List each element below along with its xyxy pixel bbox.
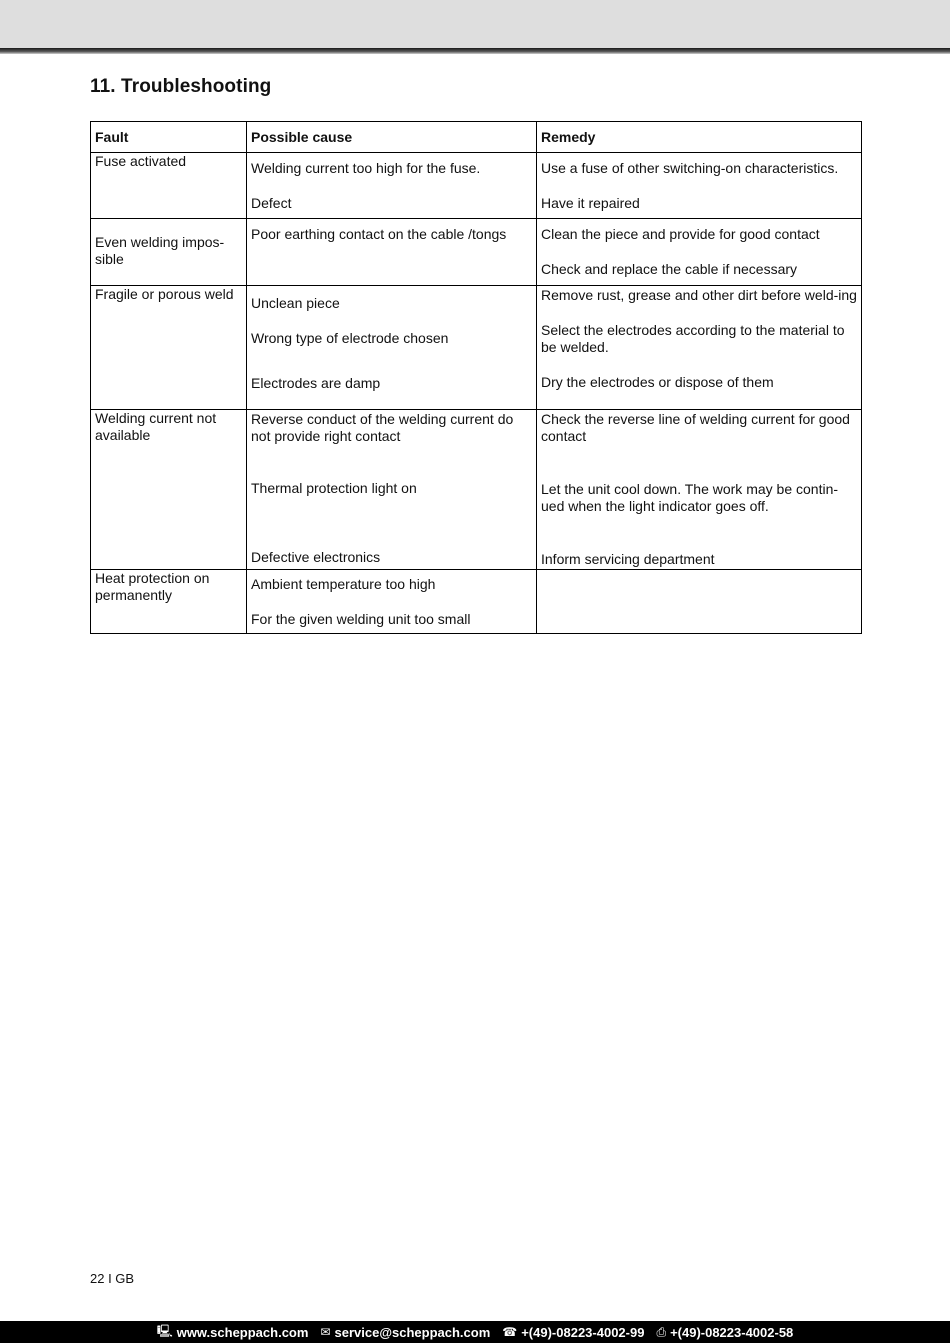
remedy-text: Check and replace the cable if necessary — [541, 261, 798, 277]
remedy-text: Use a fuse of other switching-on characteristics. — [541, 160, 839, 176]
cause-text: Poor earthing contact on the cable /tongs — [251, 226, 507, 242]
table-row — [91, 219, 862, 286]
contact-footer — [0, 1321, 950, 1343]
remedy-text: Clean the piece and provide for good contact — [541, 226, 820, 242]
cause-text: Ambient temperature too high — [251, 576, 436, 592]
remedy-text: Check the reverse line of welding current for good contact — [541, 411, 850, 444]
cause-text: Reverse conduct of the welding current do not provide right contact — [251, 411, 514, 444]
fault-cell — [91, 286, 247, 410]
footer-email[interactable] — [320, 1325, 490, 1340]
computer-icon: 🖳 — [156, 1323, 173, 1338]
cause-cell — [247, 286, 537, 410]
footer-website[interactable] — [157, 1322, 309, 1343]
cause-text: For the given welding unit too small — [251, 611, 471, 627]
mail-icon: ✉ — [320, 1325, 331, 1339]
cause-text: Electrodes are damp — [251, 375, 381, 391]
fault-cell — [91, 410, 247, 570]
fault-text: Fuse activated — [95, 153, 187, 169]
cause-text: Unclean piece — [251, 295, 340, 311]
remedy-cell — [537, 153, 862, 219]
cause-text: Defect — [251, 195, 292, 211]
fax-text: +(49)-08223-4002-58 — [670, 1324, 794, 1340]
table-row — [91, 410, 862, 570]
troubleshooting-table — [90, 121, 862, 634]
header-possible-cause: Possible cause — [247, 122, 537, 153]
fault-text: Even welding impos-sible — [95, 234, 225, 267]
header-shadow — [0, 48, 950, 54]
remedy-text: Remove rust, grease and other dirt before weld-ing — [541, 287, 857, 303]
cause-text: Welding current too high for the fuse. — [251, 160, 481, 176]
table-header-row — [91, 122, 862, 153]
table-row — [91, 153, 862, 219]
fault-cell — [91, 153, 247, 219]
remedy-text: Have it repaired — [541, 195, 640, 211]
footer-phone — [502, 1325, 644, 1340]
phone-icon: ☎ — [502, 1325, 518, 1339]
cause-text: Wrong type of electrode chosen — [251, 330, 449, 346]
remedy-cell — [537, 570, 862, 634]
fault-cell — [91, 570, 247, 634]
cause-text: Thermal protection light on — [251, 480, 417, 496]
cause-cell — [247, 219, 537, 286]
website-text: www.scheppach.com — [176, 1324, 309, 1340]
cause-cell — [247, 153, 537, 219]
fault-text: Heat protection on permanently — [95, 570, 210, 603]
remedy-cell — [537, 410, 862, 570]
section-title: 11. Troubleshooting — [90, 76, 272, 97]
remedy-cell — [537, 219, 862, 286]
cause-text: Defective electronics — [251, 549, 381, 565]
phone-text: +(49)-08223-4002-99 — [521, 1324, 645, 1340]
remedy-text: Select the electrodes according to the material to be welded. — [541, 322, 845, 355]
fault-text: Fragile or porous weld — [95, 286, 234, 302]
fax-icon: ⎙ — [656, 1324, 667, 1339]
remedy-text: Inform servicing department — [541, 551, 715, 567]
page-number: 22 I GB — [90, 1271, 135, 1286]
cause-cell — [247, 410, 537, 570]
remedy-text: Let the unit cool down. The work may be contin-ued when the light indicator goes off. — [541, 481, 839, 514]
remedy-cell — [537, 286, 862, 410]
header-fault: Fault — [91, 122, 247, 153]
fault-cell — [91, 219, 247, 286]
fault-text: Welding current not available — [95, 410, 217, 443]
table-row — [91, 570, 862, 634]
email-text: service@scheppach.com — [334, 1324, 491, 1340]
header-band — [0, 0, 950, 48]
table-row — [91, 286, 862, 410]
footer-fax — [656, 1325, 793, 1340]
remedy-text: Dry the electrodes or dispose of them — [541, 374, 774, 390]
cause-cell — [247, 570, 537, 634]
header-remedy: Remedy — [537, 122, 862, 153]
